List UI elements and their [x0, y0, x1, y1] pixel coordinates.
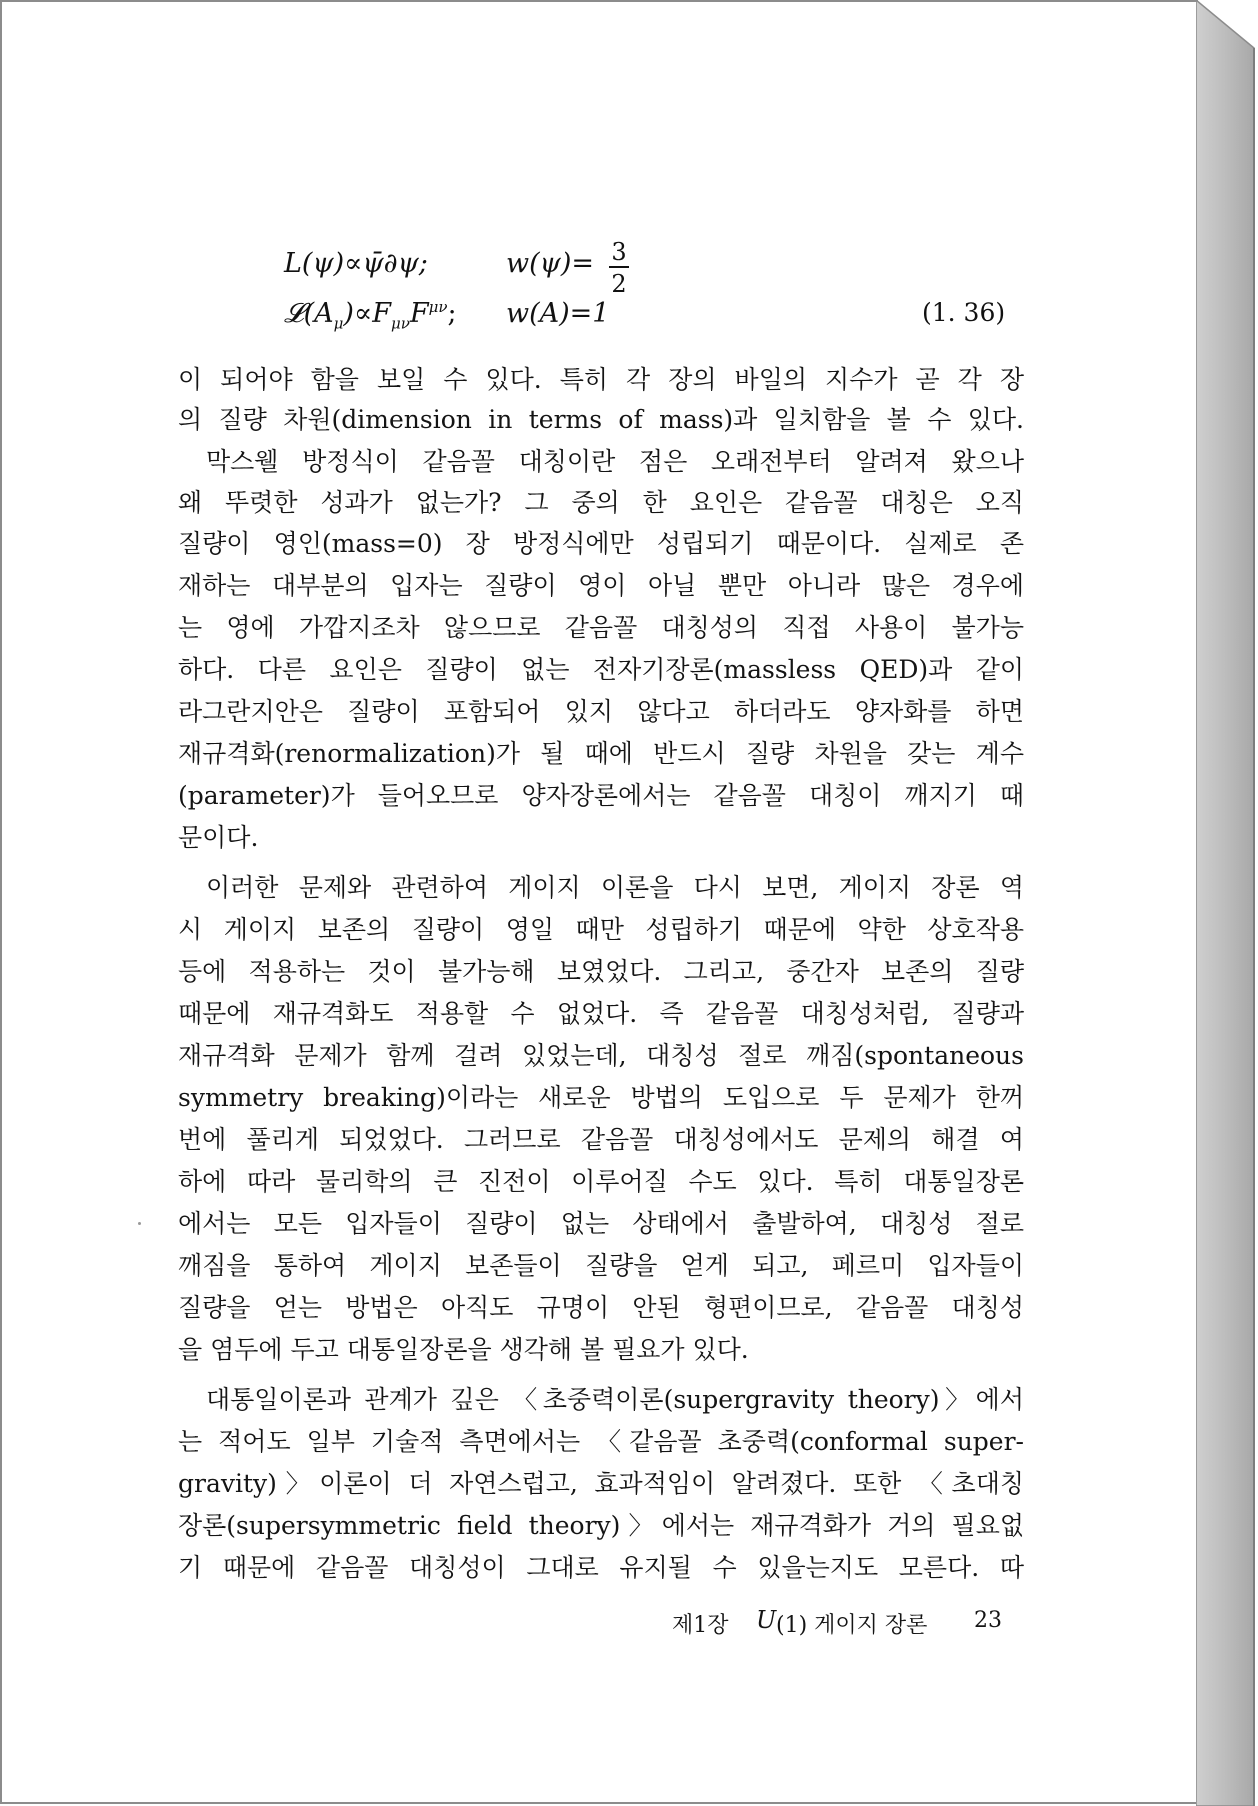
second-F: F: [409, 298, 429, 329]
edge-polygon: [1196, 0, 1254, 1806]
text-line: 라그란지안은 질량이 포함되어 있지 않다고 하더라도 양자화를 하면: [178, 697, 1024, 726]
text-line: 이러한 문제와 관련하여 게이지 이론을 다시 보면, 게이지 장론 역: [206, 873, 1024, 902]
text-line: 대통일이론과 관계가 깊은 〈초중력이론(supergravity theory)〉에서: [206, 1385, 1024, 1414]
text-line: 을 염두에 두고 대통일장론을 생각해 볼 필요가 있다.: [178, 1335, 749, 1364]
text-line: 막스웰 방정식이 같음꼴 대칭이란 점은 오래전부터 알려져 왔으나: [206, 447, 1024, 476]
text-line: 재하는 대부분의 입자는 질량이 영이 아닐 뿐만 아니라 많은 경우에: [178, 571, 1024, 600]
page-edge-shading: [1196, 0, 1258, 1806]
text-line: 질량을 얻는 방법은 아직도 규명이 안된 형편이므로, 같음꼴 대칭성: [178, 1293, 1024, 1322]
text-line: 깨짐을 통하여 게이지 보존들이 질량을 얻게 되고, 페르미 입자들이: [178, 1251, 1024, 1280]
footer-title: (1) 게이지 장론: [776, 1613, 928, 1638]
page-number: 23: [974, 1608, 1002, 1633]
equation-semicolon: ;: [447, 298, 457, 329]
text-line: 등에 적용하는 것이 불가능해 보였었다. 그리고, 중간자 보존의 질량: [178, 957, 1024, 986]
equation-line-1-left: L(ψ)∝ψ̄∂ψ;: [284, 248, 428, 279]
text-line: 하다. 다른 요인은 질량이 없는 전자기장론(massless QED)과 같이: [178, 655, 1024, 684]
superscript-mu-nu: μν: [428, 298, 448, 316]
equation-number: (1. 36): [922, 298, 1006, 327]
text-line: 질량이 영인(mass=0) 장 방정식에만 성립되기 때문이다. 실제로 존: [178, 529, 1024, 558]
text-line: 시 게이지 보존의 질량이 영일 때만 성립하기 때문에 약한 상호작용: [178, 915, 1024, 944]
subscript-mu-nu: μν: [390, 314, 410, 333]
text-line: 는 영에 가깝지조차 않으므로 같음꼴 대칭성의 직접 사용이 불가능: [178, 613, 1024, 642]
fraction-numerator: 3: [611, 238, 627, 266]
text-line: 문이다.: [178, 823, 259, 852]
text-line: gravity)〉이론이 더 자연스럽고, 효과적임이 알려졌다. 또한 〈초대칭: [178, 1469, 1024, 1498]
subscript-mu: μ: [333, 314, 344, 333]
text-line: 는 적어도 일부 기술적 측면에서는 〈같음꼴 초중력(conformal super-: [178, 1427, 1024, 1456]
scan-speck: [138, 1222, 141, 1225]
fraction-bar: [609, 266, 629, 268]
text-line: 왜 뚜렷한 성과가 없는가? 그 중의 한 요인은 같음꼴 대칭은 오직: [178, 488, 1024, 517]
text-line: 의 질량 차원(dimension in terms of mass)과 일치함을 볼 수 있다.: [178, 405, 1024, 434]
text-line: symmetry breaking)이라는 새로운 방법의 도입으로 두 문제가 한꺼: [178, 1083, 1024, 1112]
equation-line-2-left: [284, 300, 457, 331]
text-line: (parameter)가 들어오므로 양자장론에서는 같음꼴 대칭이 깨지기 때: [178, 781, 1024, 810]
footer-title-italic: U: [756, 1606, 777, 1634]
text-line: 장론(supersymmetric field theory)〉에서는 재규격화가 거의 필요없: [178, 1511, 1024, 1540]
text-line: 때문에 재규격화도 적용할 수 없었다. 즉 같음꼴 대칭성처럼, 질량과: [178, 999, 1024, 1028]
text-line: 재규격화(renormalization)가 될 때에 반드시 질량 차원을 갖는 계수: [178, 739, 1024, 768]
text-line: 재규격화 문제가 함께 걸려 있었는데, 대칭성 절로 깨짐(spontaneous: [178, 1041, 1024, 1070]
footer-chapter: 제1장: [672, 1613, 729, 1638]
text-line: 번에 풀리게 되었었다. 그러므로 같음꼴 대칭성에서도 문제의 해결 여: [178, 1125, 1024, 1154]
text-line: 이 되어야 함을 보일 수 있다. 특히 각 장의 바일의 지수가 곧 각 장: [178, 365, 1024, 394]
equation-line-2-right: w(A)=1: [506, 298, 610, 329]
text-line: 에서는 모든 입자들이 질량이 없는 상태에서 출발하여, 대칭성 절로: [178, 1209, 1024, 1238]
text-line: 기 때문에 같음꼴 대칭성이 그대로 유지될 수 있을는지도 모른다. 따: [178, 1553, 1024, 1582]
proportional-F: )∝F: [343, 298, 391, 329]
fraction-denominator: 2: [611, 270, 627, 298]
equation-line-1-right: w(ψ)=: [506, 248, 594, 279]
lagrangian-symbol: 𝓛(A: [284, 298, 334, 329]
text-line: 하에 따라 물리학의 큰 진전이 이루어질 수도 있다. 특히 대통일장론: [178, 1167, 1024, 1196]
